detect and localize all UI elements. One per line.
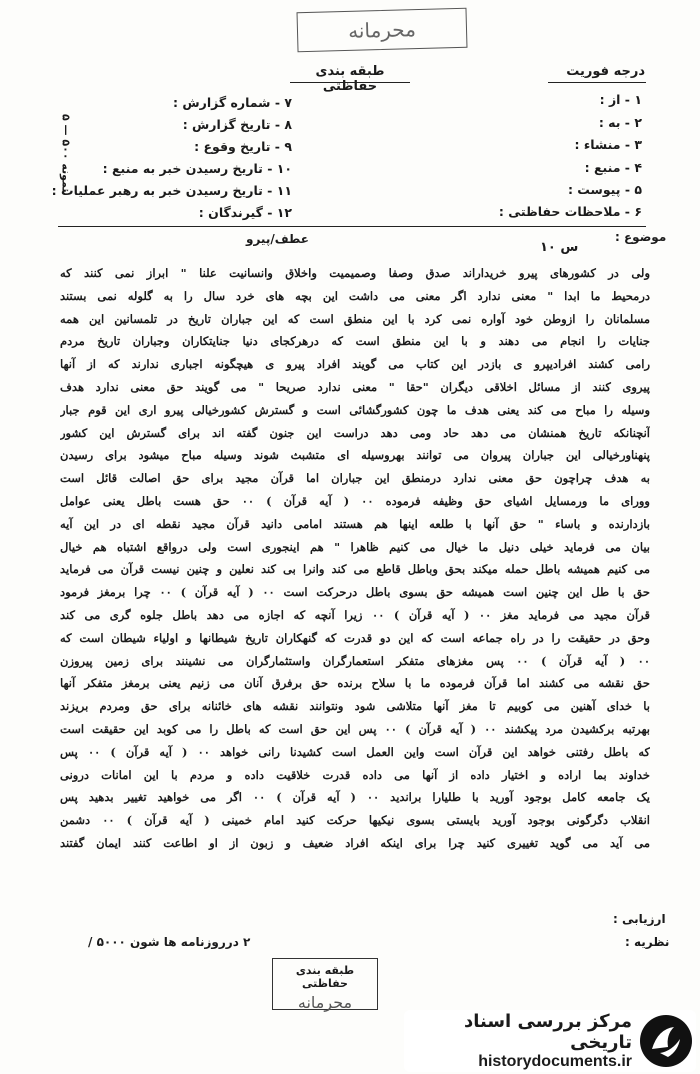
body-line: با خدای آهنین می کوبیم تا مغز آنها متلاشی شود ونتوانند نقشه های خائنانه برای حق ومردم بریزند xyxy=(60,699,650,714)
field-date-to-source: ۱۰ - تاریخ رسیدن خبر به منبع : xyxy=(102,161,292,176)
body-line: انقلاب دگرگونی بوجود آورید بایستی بسوی نیکیها حرکت کنید امام خمینی ( آیه قرآن ) ۰۰ دشمن xyxy=(60,813,650,828)
header-underline-right xyxy=(548,82,646,83)
opinion-label: نظریه : xyxy=(625,935,670,949)
report-code: س ۱۰ xyxy=(540,240,579,255)
archive-logo-icon xyxy=(638,1013,694,1069)
header-divider xyxy=(58,226,646,227)
field-event-date: ۹ - تاریخ وقوع : xyxy=(194,139,292,154)
body-line: پیروی کنند از مسائل اخلاقی دیگران "حقا " معنی ندارد صریحا " می گویند حق معنی ندارد هدف xyxy=(60,379,650,394)
field-origin: ۳ - منشاء : xyxy=(574,137,642,152)
body-line: حق نقشه می کشند اما قرآن فرموده ما با سلاح برنده حق برفرق آنان می زنیم یعنی برمغز متفکر آنها xyxy=(60,676,650,691)
body-line: درمحیط ما ابدا " معنی ندارد اگر معنی می داشت این بچه های خرد سال را به گلوله نمی بستند xyxy=(60,288,650,303)
archive-watermark xyxy=(404,1010,696,1072)
subject-reference: عطف/پیرو xyxy=(246,232,309,246)
classification-label: طبقه بندی حفاظتی xyxy=(315,64,385,94)
body-line: مسلمانان را ازوطن خود آواره نمی کرد با این منطق است که این جباران تاریخ در تلمسانین این همه xyxy=(60,311,650,326)
body-line: رامی کشند افرادیپرو ی بازدر این کتاب می گویند افراد پیرو ی هیچگونه اجباری ندارند که از آنها xyxy=(60,357,650,372)
bottom-stamp-value: محرمانه xyxy=(297,993,353,1012)
body-line: می کنیم همیشه باطل حمله میکند بحق وباطل قاطع می کند وانرا بی کند نعلین و چنین نیست قرآن می فرماید xyxy=(60,562,650,577)
body-line: بهرتبه برکشیدن مرد پیکشند ۰۰ ( آیه قرآن ) ۰۰ پس این حق است که باطل را می کوبد این حقیقت است xyxy=(60,721,650,736)
archive-name-persian: مرکز بررسی اسناد تاریخی xyxy=(464,1011,632,1053)
body-line: جنایات را انجام می دهند و با این منطق است که درهرکجای دنیا جنایتکاران وجباران تاریخ مردم xyxy=(60,334,650,349)
field-from: ۱ - از : xyxy=(599,92,642,107)
top-classification-stamp xyxy=(297,8,468,52)
topic-label: موضوع : xyxy=(615,230,667,244)
field-security-notes: ۶ - ملاحظات حفاظتی : xyxy=(498,204,642,219)
body-line: بیان می فرماید خیلی دنیل ما خیال می کنیم ظاهرا " هم اینجوری است ولی درواقع اشتباه هم خیال xyxy=(60,539,650,554)
body-line: حق با طل این چنین است همیشه حق بسوی باطل درحرکت است ۰۰ ( آیه قرآن ) ۰۰ چرا برمغز فرمود xyxy=(60,585,650,600)
field-report-number: ۷ - شماره گزارش : xyxy=(173,95,292,110)
top-stamp-text: محرمانه xyxy=(347,17,417,43)
archive-website: historydocuments.ir xyxy=(478,1053,632,1070)
evaluation-label: ارزیابی : xyxy=(613,912,666,926)
body-line: وورای ما ورمسایل اشیای حق وظیفه فرموده ۰۰ ( آیه قرآن ) ۰۰ حق هست باطل یعنی عوامل xyxy=(60,493,650,508)
priority-label: درجه فوریت xyxy=(566,64,645,79)
body-line: یک جامعه کامل بوجود آورید با طلیارا براندید ۰۰ ( آیه قرآن ) ۰۰ اگر می خواهید تغییر بدهید پس xyxy=(60,790,650,805)
field-to: ۲ - به : xyxy=(598,115,642,130)
body-line: آنچنانکه تاریخ همنشان می دهد حاد ومی دهد دراست این جنون گفته اند برای گسترش این کشور xyxy=(60,425,650,440)
field-source: ۴ - منبع : xyxy=(584,160,642,175)
body-line: بازدارنده و باساء " حق آنها با طلعه اینها هم هستند امامی دانید قرآن مجید نقطه ای در این آیه xyxy=(60,516,650,531)
body-line: وحق در حقیقت را در راه جماعه است که این دو قدرت که گنهکاران تاریخ شیطانها و اولیاء شیطان است که xyxy=(60,630,650,645)
report-body xyxy=(60,262,650,855)
field-attachment: ۵ - پیوست : xyxy=(567,182,642,197)
body-line: به هدف چراچون حق معنی ندارد درمنطق این جباران اما قرآن مجید برای حق اصالت قائل است xyxy=(60,471,650,486)
body-line: پنهناورخیالی این جباران پیروان می توانند بهروسیله ای متشبث شوند وسیله مباح میشود برای رسیدن xyxy=(60,448,650,463)
body-line: ولی در کشورهای پیرو خریداراند صدق وصفا وصمیمیت واخلاق وانسانیت علنا " ابراز نمی کنند که xyxy=(60,266,650,280)
body-line: ۰۰ ( آیه قرآن ) ۰۰ پس مغزهای متفکر استعمارگران واستثمارگران می نشینند برای زمین پیروزن xyxy=(60,653,650,668)
body-line: وسیله را مباح می کند یعنی هدف ما چون کشورگشائی است و گسترش کشورخیالی پیرو اری این قوم جبار xyxy=(60,402,650,417)
body-line: خداوند بما اراده و اختیار داده از آنها می داده قدرت خلاقیت داده و مردم با این امانات درونی xyxy=(60,767,650,782)
body-line: می آید می گوید تغییری کنید چرا برای اینکه افراد ضعیف و زبون از او اطاعت کنند ایمان گفتند xyxy=(60,835,650,850)
field-recipients: ۱۲ - گیرندگان : xyxy=(198,205,292,220)
body-line: قرآن مجید می فرماید مغز ۰۰ ( آیه قرآن ) ۰۰ زیرا آنچه که اجازه می دهد باطل جلوه گری می کند xyxy=(60,607,650,622)
field-report-date: ۸ - تاریخ گزارش : xyxy=(182,117,292,132)
closing-note: ۲ درروزنامه ها شون ۵۰۰۰ / xyxy=(88,935,251,949)
bottom-stamp-title: طبقه بندی حفاظتی xyxy=(295,964,355,990)
field-date-to-leader: ۱۱ - تاریخ رسیدن خبر به رهبر عملیات : xyxy=(51,183,292,198)
bottom-classification-stamp xyxy=(272,958,378,1010)
body-line: که باطل رفتنی خواهد این قرآن است واین العمل است کشیدنا رانی خواهد ۰۰ ( آیه قرآن ) ۰۰ پس xyxy=(60,744,650,759)
form-sample-note: نمونه ۵۰۰ — ۵ xyxy=(59,113,73,193)
header-underline-center xyxy=(290,82,410,83)
